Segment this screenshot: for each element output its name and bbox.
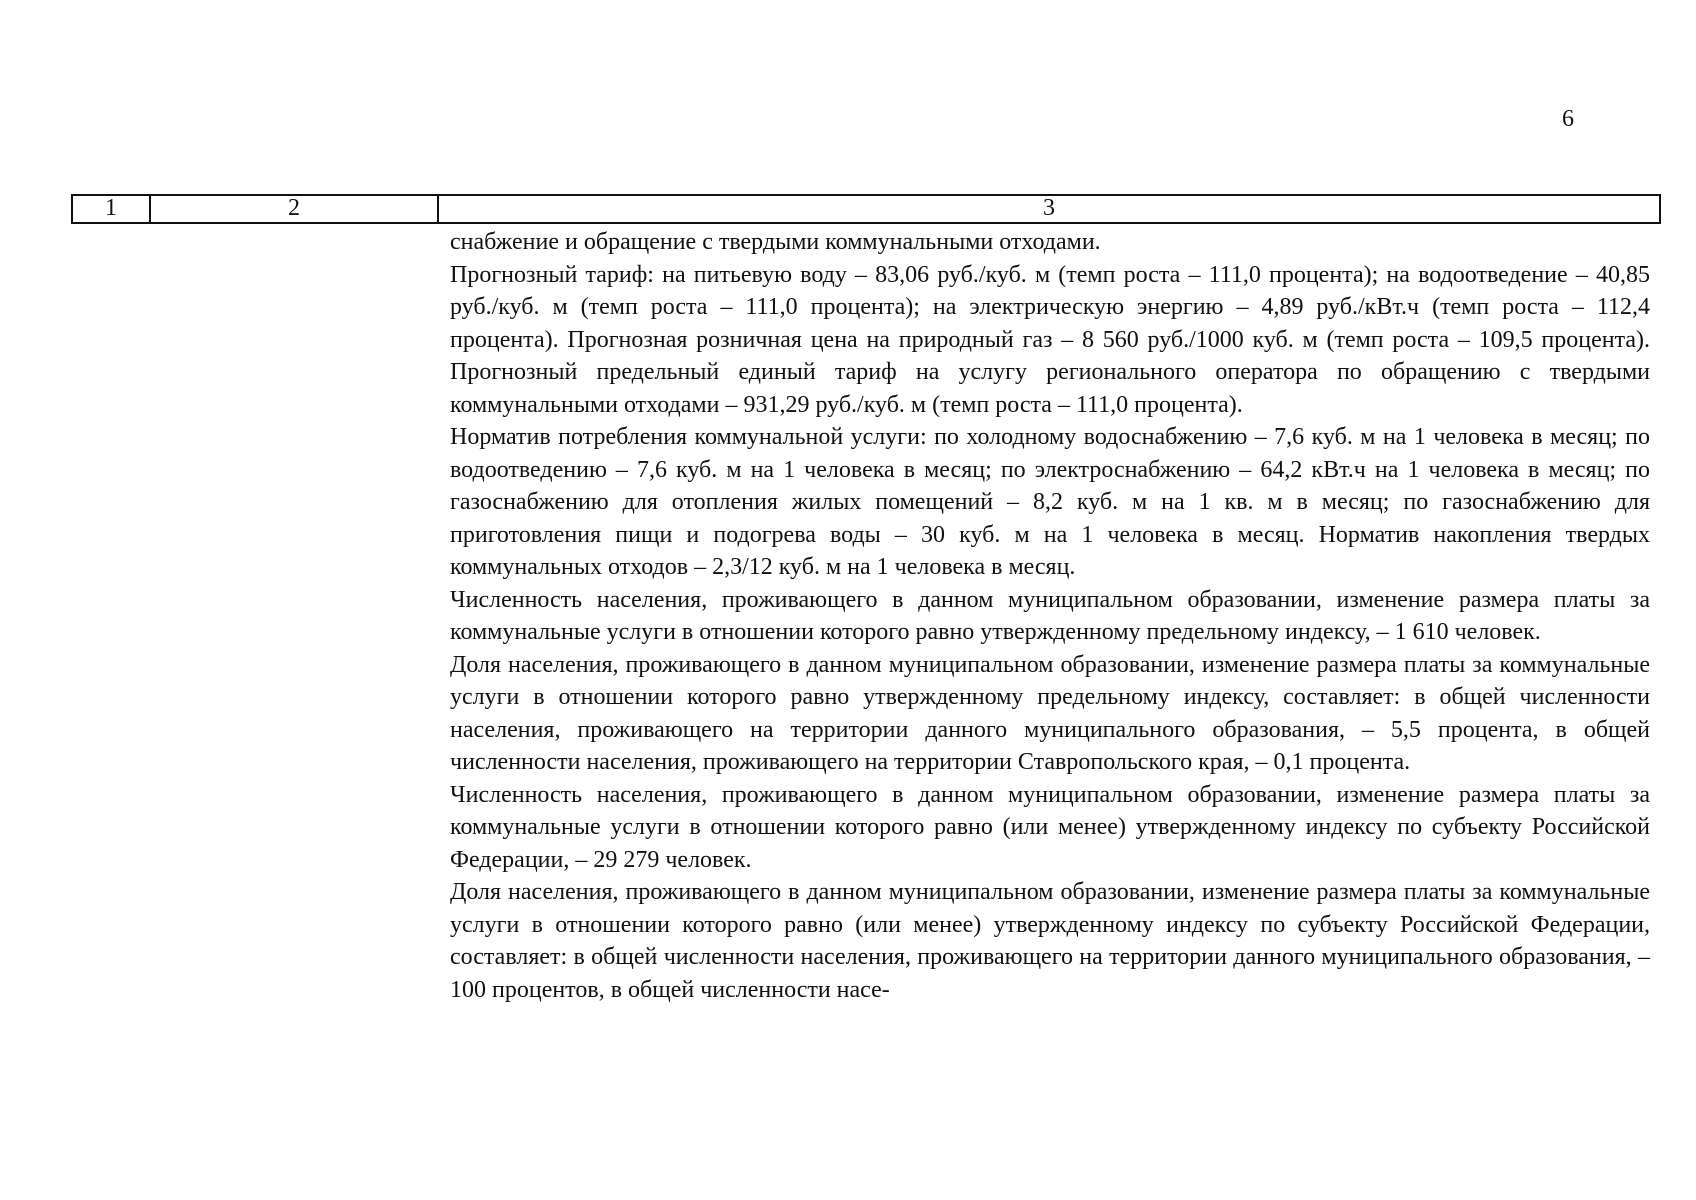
- paragraph: Доля населения, проживающего в данном муниципальном образовании, изменение размера платы за коммунальные услуги в отношении которого равно утвержденному предельному индексу, составляет: в общей численности населения, проживающего на территории данного муниципального образования, – 5,5 процента, в общей численности населения, проживающего на территории Ставропольского края, – 0,1 процента.: [450, 651, 1650, 775]
- paragraph: Численность населения, проживающего в данном муниципальном образовании, изменение размера платы за коммунальные услуги в отношении которого равно утвержденному предельному индексу, – 1 610 человек.: [450, 586, 1650, 645]
- column-header-2: 2: [151, 196, 439, 222]
- page-number: 6: [1562, 106, 1574, 132]
- document-body: [450, 226, 1650, 1006]
- paragraph: снабжение и обращение с твердыми коммунальными отходами.: [450, 229, 1101, 255]
- column-header-1: 1: [73, 196, 151, 222]
- paragraph: Доля населения, проживающего в данном муниципальном образовании, изменение размера платы за коммунальные услуги в отношении которого равно (или менее) утвержденному индексу по субъекту Российской Федерации, составляет: в общей численности населения, проживающего на территории данного муниципального образования, – 100 процентов, в общей численности насе-: [450, 879, 1650, 1003]
- paragraph: Численность населения, проживающего в данном муниципальном образовании, изменение размера платы за коммунальные услуги в отношении которого равно (или менее) утвержденному индексу по субъекту Российской Федерации, – 29 279 человек.: [450, 781, 1650, 873]
- table-header-row: [71, 194, 1661, 224]
- column-header-3: 3: [1043, 195, 1055, 221]
- paragraph: Прогнозный тариф: на питьевую воду – 83,06 руб./куб. м (темп роста – 111,0 процента); на водоотведение – 40,85 руб./куб. м (темп роста – 111,0 процента); на электрическую энергию – 4,89 руб./кВт.ч (темп роста – 112,4 процента). Прогнозная розничная цена на природный газ – 8 560 руб./1000 куб. м (темп роста – 109,5 процента). Прогнозный предельный единый тариф на услугу регионального оператора по обращению с твердыми коммунальными отходами – 931,29 руб./куб. м (темп роста – 111,0 процента).: [450, 261, 1650, 418]
- paragraph: Норматив потребления коммунальной услуги: по холодному водоснабжению – 7,6 куб. м на 1 человека в месяц; по водоотведению – 7,6 куб. м на 1 человека в месяц; по электроснабжению – 64,2 кВт.ч на 1 человека в месяц; по газоснабжению для отопления жилых помещений – 8,2 куб. м на 1 кв. м в месяц; по газоснабжению для приготовления пищи и подогрева воды – 30 куб. м на 1 человека в месяц. Норматив накопления твердых коммунальных отходов – 2,3/12 куб. м на 1 человека в месяц.: [450, 424, 1650, 580]
